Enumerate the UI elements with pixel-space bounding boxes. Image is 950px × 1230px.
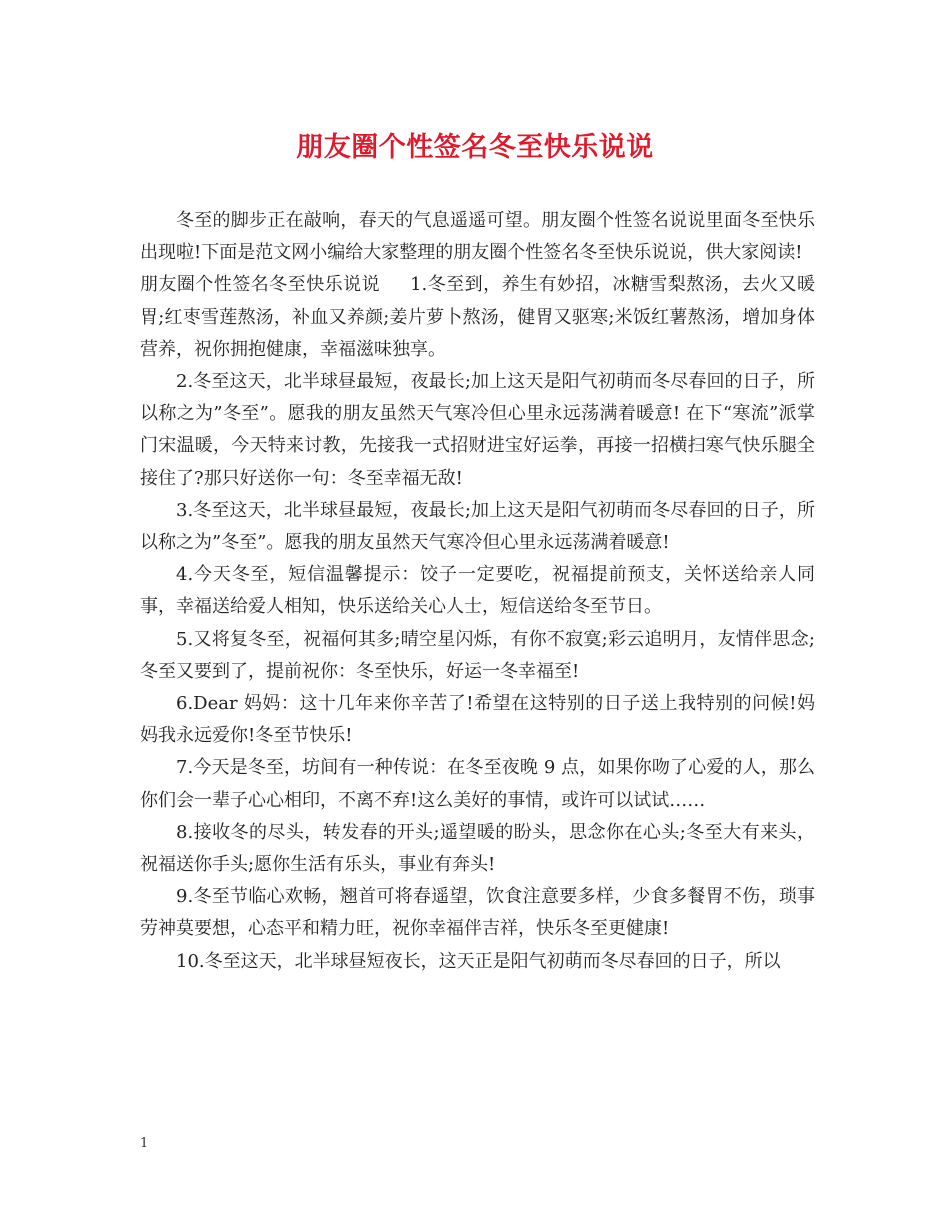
section-heading: 朋友圈个性签名冬至快乐说说 (140, 274, 381, 296)
list-item-5: 5.又将复冬至，祝福何其多;晴空星闪烁，有你不寂寞;彩云追明月，友情伴思念;冬至又要到了，提前祝你：冬至快乐，好运一冬幸福至! (140, 628, 815, 682)
list-item-7: 7.今天是冬至，坊间有一种传说：在冬至夜晚 9 点，如果你吻了心爱的人，那么你们会一辈子心心相印，不离不弃!这么美好的事情，或许可以试试…… (140, 757, 815, 811)
page-title: 朋友圈个性签名冬至快乐说说 (296, 132, 654, 163)
intro-paragraph: 冬至的脚步正在敲响，春天的气息遥遥可望。朋友圈个性签名说说里面冬至快乐出现啦!下面是范文网小编给大家整理的朋友圈个性签名冬至快乐说说，供大家阅读! (140, 210, 815, 264)
page-number: 1 (140, 1136, 149, 1151)
list-item-2: 2.冬至这天，北半球昼最短，夜最长;加上这天是阳气初萌而冬尽春回的日子，所以称之为”冬至”。愿我的朋友虽然天气寒冷但心里永远荡满着暖意! 在下“寒流”派掌门宋温暖，今天特来讨教，先接我一式招财进宝好运拳，再接一招横扫寒气快乐腿全接住了?那只好送你一句：冬至幸福无敌! (140, 371, 815, 489)
list-item-text: 1.冬至到，养生有妙招，冰糖雪梨熬汤，去火又暖胃;红枣雪莲熬汤，补血又养颜;姜片萝卜熬汤，健胃又驱寒;米饭红薯熬汤，增加身体营养，祝你拥抱健康，幸福滋味独享。 (140, 274, 816, 360)
list-item-1 (140, 269, 815, 366)
list-item-8: 8.接收冬的尽头，转发春的开头;遥望暖的盼头，思念你在心头;冬至大有来头，祝福送你手头;愿你生活有乐头，事业有奔头! (140, 821, 815, 876)
list-item-6: 6.Dear 妈妈：这十几年来你辛苦了!希望在这特别的日子送上我特别的问候!妈妈我永远爱你!冬至节快乐! (140, 693, 815, 747)
list-item-10: 10.冬至这天，北半球昼短夜长，这天正是阳气初萌而冬尽春回的日子，所以 (176, 950, 781, 972)
list-item-4: 4.今天冬至，短信温馨提示：饺子一定要吃，祝福提前预支，关怀送给亲人同事，幸福送给爱人相知，快乐送给关心人士，短信送给冬至节日。 (140, 564, 815, 618)
document-body (140, 205, 815, 978)
list-item-9: 9.冬至节临心欢畅，翘首可将春遥望，饮食注意要多样，少食多餐胃不伤，琐事劳神莫要想，心态平和精力旺，祝你幸福伴吉祥，快乐冬至更健康! (140, 886, 815, 940)
list-item-3: 3.冬至这天，北半球昼最短，夜最长;加上这天是阳气初萌而冬尽春回的日子，所以称之为”冬至”。愿我的朋友虽然天气寒冷但心里永远荡满着暖意! (140, 499, 815, 554)
